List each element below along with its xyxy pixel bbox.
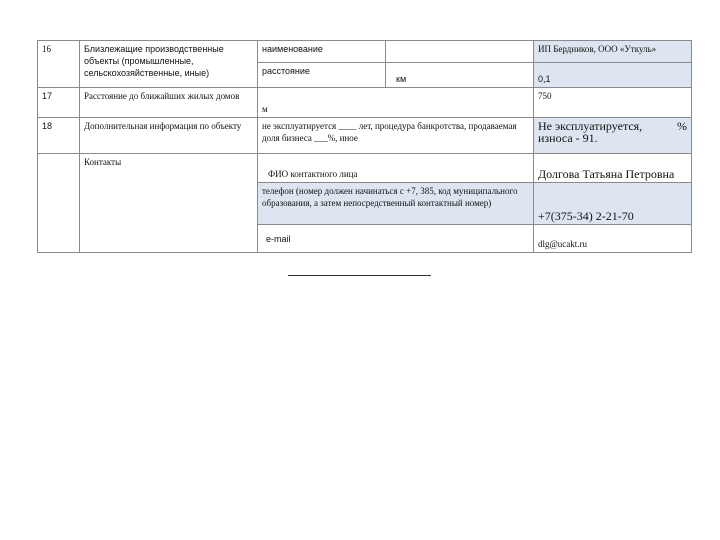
contact-phone-label: телефон (номер должен начинаться с +7, 385, код муниципального образования, а затем непосредственный контактный номер)	[258, 183, 534, 225]
nearby-distance-label: расстояние	[258, 63, 386, 88]
contact-fio-value: Долгова Татьяна Петровна	[534, 154, 692, 183]
nearby-distance-value: 0,1	[534, 63, 692, 88]
object-info-table	[37, 40, 692, 253]
row-16-label: Близлежащие производственные объекты (промышленные, сельскохозяйственные, иные)	[80, 41, 258, 88]
additional-info-wear: износа - 91.	[538, 131, 598, 145]
nearby-name-label: наименование	[258, 41, 386, 63]
row-16-number: 16	[38, 41, 80, 88]
contact-phone-value: +7(375-34) 2-21-70	[534, 183, 692, 225]
housing-distance-value: 750	[534, 88, 692, 118]
contact-email-value[interactable]: dlg@ucakt.ru	[534, 225, 692, 253]
signature-line	[288, 275, 431, 276]
contact-fio-label: ФИО контактного лица	[258, 154, 534, 183]
nearby-distance-unit: км	[386, 63, 534, 88]
additional-info-status: Не эксплуатируется,	[538, 119, 643, 133]
nearby-name-spacer	[386, 41, 534, 63]
additional-info-percent: %	[677, 119, 687, 133]
row-18-number: 18	[38, 118, 80, 154]
nearby-name-value: ИП Бердников, ООО «Уткуль»	[534, 41, 692, 63]
row-18-label: Дополнительная информация по объекту	[80, 118, 258, 154]
row-17-number: 17	[38, 88, 80, 118]
additional-info-value	[534, 118, 692, 154]
row-17-label: Расстояние до ближайших жилых домов	[80, 88, 258, 118]
housing-distance-unit: м	[258, 88, 534, 118]
contacts-label: Контакты	[80, 154, 258, 253]
contacts-number	[38, 154, 80, 253]
contact-email-label: e-mail	[258, 225, 534, 253]
additional-info-template: не эксплуатируется ____ лет, процедура банкротства, продаваемая доля бизнеса ___%, иное	[258, 118, 534, 154]
